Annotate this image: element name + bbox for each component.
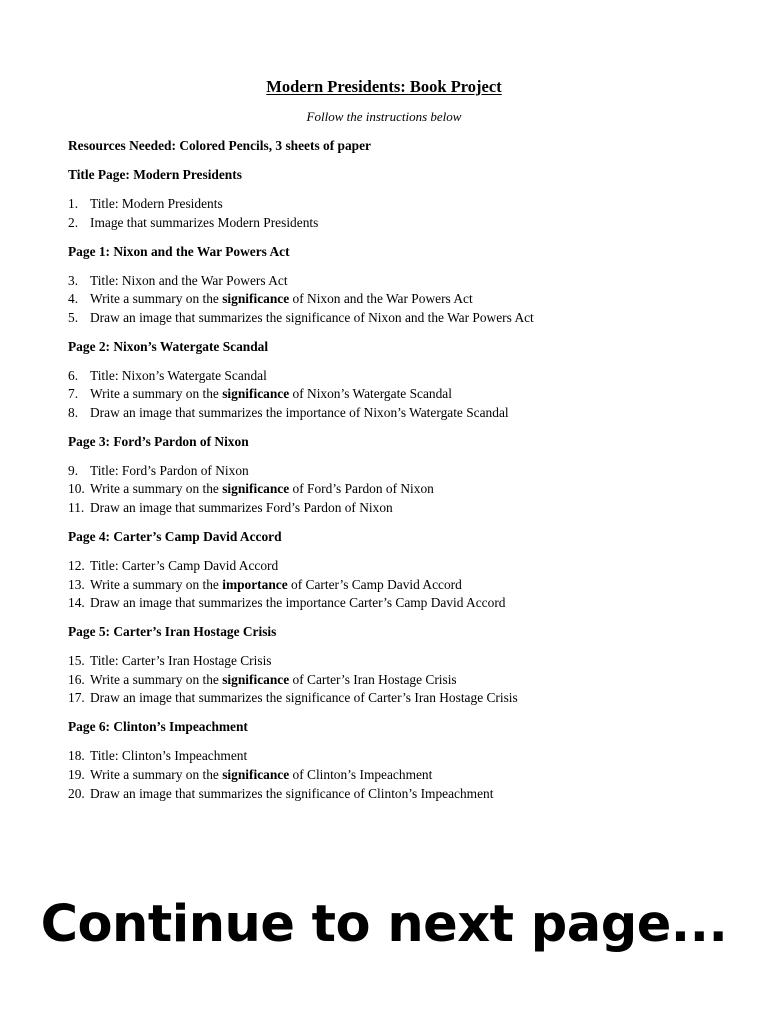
list-item-text bbox=[90, 576, 462, 595]
list-item bbox=[68, 652, 728, 671]
list-item-text-end: of Carter’s Iran Hostage Crisis bbox=[289, 671, 457, 687]
list-item-text-start: Draw an image that summarizes the significance of Carter’s Iran Hostage Crisis bbox=[90, 690, 518, 706]
section-list bbox=[68, 195, 728, 232]
list-item bbox=[68, 785, 728, 804]
continue-notice: Continue to next page... bbox=[40, 895, 728, 954]
list-item-text-start: Draw an image that summarizes the importance of Nixon’s Watergate Scandal bbox=[90, 404, 509, 420]
resources-needed: Resources Needed: Colored Pencils, 3 sheets of paper bbox=[68, 138, 371, 153]
section-heading: Title Page: Modern Presidents bbox=[68, 166, 242, 182]
list-item-number: 4. bbox=[68, 291, 79, 307]
list-item-number: 17. bbox=[68, 690, 85, 706]
list-item-text-start: Draw an image that summarizes the importance Carter’s Camp David Accord bbox=[90, 595, 506, 611]
list-item-text bbox=[90, 195, 223, 214]
list-item-number: 10. bbox=[68, 481, 85, 497]
section-heading: Page 4: Carter’s Camp David Accord bbox=[68, 529, 282, 545]
list-item bbox=[68, 404, 728, 423]
list-item bbox=[68, 195, 728, 214]
list-item-text bbox=[90, 272, 288, 291]
list-item-number: 9. bbox=[68, 462, 79, 478]
list-item-number: 19. bbox=[68, 766, 85, 782]
section-list bbox=[68, 747, 728, 803]
list-item-text-start: Write a summary on the bbox=[90, 576, 223, 592]
list-item bbox=[68, 480, 728, 499]
list-item-text bbox=[90, 404, 509, 423]
section-heading: Page 6: Clinton’s Impeachment bbox=[68, 719, 248, 735]
list-item bbox=[68, 671, 728, 690]
list-item-text bbox=[90, 309, 534, 328]
list-item-text bbox=[90, 766, 432, 785]
section-heading: Page 2: Nixon’s Watergate Scandal bbox=[68, 338, 269, 354]
list-item-text bbox=[90, 462, 249, 481]
list-item-number: 20. bbox=[68, 785, 85, 801]
list-item bbox=[68, 367, 728, 386]
list-item-number: 1. bbox=[68, 195, 79, 211]
document-body bbox=[68, 137, 728, 813]
list-item-text-end: of Ford’s Pardon of Nixon bbox=[289, 481, 434, 497]
list-item-number: 16. bbox=[68, 671, 85, 687]
list-item-text-end: of Clinton’s Impeachment bbox=[289, 766, 433, 782]
list-item bbox=[68, 766, 728, 785]
list-item bbox=[68, 747, 728, 766]
list-item-text bbox=[90, 747, 247, 766]
list-item-text-start: Write a summary on the bbox=[90, 386, 223, 402]
section-list bbox=[68, 367, 728, 423]
list-item-keyword: importance bbox=[222, 576, 288, 592]
list-item-number: 18. bbox=[68, 748, 85, 764]
list-item bbox=[68, 214, 728, 233]
list-item-text-start: Title: Carter’s Iran Hostage Crisis bbox=[90, 653, 272, 669]
section-list bbox=[68, 557, 728, 613]
list-item-text-start: Draw an image that summarizes the significance of Clinton’s Impeachment bbox=[90, 785, 494, 801]
list-item-text bbox=[90, 652, 272, 671]
list-item-text-end: of Carter’s Camp David Accord bbox=[287, 576, 462, 592]
list-item-text bbox=[90, 557, 278, 576]
document-subtitle: Follow the instructions below bbox=[306, 109, 462, 124]
list-item-text-start: Title: Nixon and the War Powers Act bbox=[90, 272, 288, 288]
list-item-number: 14. bbox=[68, 595, 85, 611]
sections-container bbox=[68, 166, 728, 803]
list-item-text bbox=[90, 594, 505, 613]
list-item-text bbox=[90, 290, 473, 309]
section-list bbox=[68, 652, 728, 708]
list-item-text-end: of Nixon and the War Powers Act bbox=[289, 291, 473, 307]
list-item-number: 12. bbox=[68, 558, 85, 573]
list-item-keyword: significance bbox=[222, 291, 290, 307]
list-item bbox=[68, 385, 728, 404]
list-item-text-start: Write a summary on the bbox=[90, 671, 223, 687]
section-heading: Page 5: Carter’s Iran Hostage Crisis bbox=[68, 624, 277, 640]
list-item-text-start: Draw an image that summarizes the significance of Nixon and the War Powers Act bbox=[90, 309, 534, 325]
list-item-number: 13. bbox=[68, 576, 85, 592]
document-title: Modern Presidents: Book Project bbox=[266, 77, 502, 96]
list-item-keyword: significance bbox=[222, 671, 290, 687]
list-item-number: 5. bbox=[68, 309, 79, 325]
list-item-text-end: of Nixon’s Watergate Scandal bbox=[289, 386, 452, 402]
list-item bbox=[68, 462, 728, 481]
list-item bbox=[68, 499, 728, 518]
list-item bbox=[68, 290, 728, 309]
section-heading: Page 1: Nixon and the War Powers Act bbox=[68, 243, 290, 259]
list-item-text-start: Write a summary on the bbox=[90, 291, 223, 307]
section-list bbox=[68, 272, 728, 328]
list-item-text-start: Write a summary on the bbox=[90, 766, 223, 782]
list-item-text-start: Title: Clinton’s Impeachment bbox=[90, 748, 248, 764]
list-item-number: 7. bbox=[68, 386, 79, 402]
list-item-text bbox=[90, 671, 457, 690]
list-item-number: 15. bbox=[68, 653, 85, 669]
list-item-text bbox=[90, 785, 493, 804]
list-item bbox=[68, 594, 728, 613]
list-item-number: 11. bbox=[68, 500, 85, 516]
section-list bbox=[68, 462, 728, 518]
list-item-text-start: Title: Nixon’s Watergate Scandal bbox=[90, 367, 267, 383]
list-item bbox=[68, 576, 728, 595]
list-item-text-start: Write a summary on the bbox=[90, 481, 223, 497]
list-item-keyword: significance bbox=[222, 386, 290, 402]
list-item-text-start: Title: Ford’s Pardon of Nixon bbox=[90, 462, 249, 478]
list-item-text bbox=[90, 480, 434, 499]
list-item-number: 3. bbox=[68, 272, 79, 288]
list-item-number: 8. bbox=[68, 404, 79, 420]
list-item-text-start: Draw an image that summarizes Ford’s Pardon of Nixon bbox=[90, 500, 393, 516]
list-item-text bbox=[90, 689, 518, 708]
list-item-text bbox=[90, 367, 267, 386]
list-item bbox=[68, 272, 728, 291]
list-item-text-start: Title: Carter’s Camp David Accord bbox=[90, 558, 279, 573]
section-heading: Page 3: Ford’s Pardon of Nixon bbox=[68, 433, 249, 449]
list-item bbox=[68, 689, 728, 708]
list-item-text-start: Title: Modern Presidents bbox=[90, 195, 223, 211]
list-item bbox=[68, 309, 728, 328]
list-item bbox=[68, 557, 728, 576]
list-item-text bbox=[90, 214, 318, 233]
list-item-keyword: significance bbox=[222, 481, 290, 497]
list-item-number: 6. bbox=[68, 367, 79, 383]
list-item-text bbox=[90, 499, 393, 518]
list-item-text-start: Image that summarizes Modern Presidents bbox=[90, 214, 319, 230]
list-item-text bbox=[90, 385, 452, 404]
list-item-number: 2. bbox=[68, 214, 79, 230]
list-item-keyword: significance bbox=[222, 766, 290, 782]
